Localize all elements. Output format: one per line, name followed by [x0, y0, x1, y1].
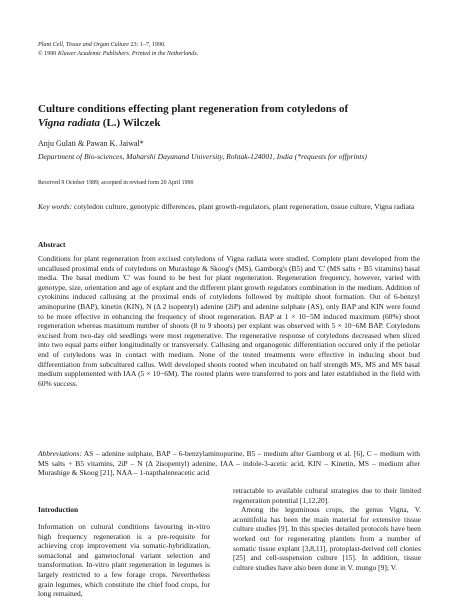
affiliation: Department of Bio-sciences, Maharshi Dayanand University, Rohtak-124001, India (*requests for offprints)	[38, 152, 367, 161]
keywords	[38, 202, 420, 212]
abstract-text: Conditions for plant regeneration from excised cotyledons of Vigna radiata were studied. Complete plant developed from the uncallused proximal ends of cotyledons on Murashige & Skoog's (MS), Gamborg's (B5) and 'C' (MS salts + B5 vitamins) basal media. The basal medium 'C' was found to be best for plant regeneration. Regeneration frequency, however, varied with genotype, size, orientation and age of explant and the different plant growth regulators combination in the medium. Addition of cytokinins induced callusing at the proximal ends of cotyledons followed by multiple shoot formation. Out of 6-benzyl aminopurine (BAP), kinetin (KIN), N (Δ 2 isopentyl) adenine (2iP) and adenine sulphate (AS), only BAP and KIN were found to be more effective in enhancing the frequency of shoot regeneration. BAP at 1 × 10−5M induced maximum (60%) shoot regeneration whereas maximum number of shoots (8 to 9 shoots) per explant was observed with 5 × 10−6M BAP. Cotyledons excised from two-day old seedlings were most regenerative. The regenerative response of cotyledons decreased when sliced into two equal parts either longitudinally or transversely. Callusing and organogenic differentiation occured only if the petiolar end of cotyledons was in contact with medium. None of the tested treatments were effective in inducing shoot bud differentiation from subcultured callus. Well developed shoots rooted when incubated on half strength MS, MS and MS basal medium supplemented with IAA (5 × 10−6M). The rooted plants were transferred to pots and later established in the field with 60% success.	[38, 254, 420, 388]
intro-paragraph-1: retractable to available cultural strategies due to their limited regeneration potential [1,12,20].	[233, 486, 421, 505]
introduction-right-column	[233, 486, 421, 572]
title-line-1: Culture conditions effecting plant regeneration from cotyledons of	[38, 103, 349, 115]
article-title	[38, 103, 418, 130]
abbreviations-label: Abbreviations:	[38, 449, 82, 458]
abstract-heading: Abstract	[38, 240, 66, 249]
abbreviations-text: AS – adenine sulphate, BAP – 6-benzylaminopurine, B5 – medium after Gamborg et al. [6], C – medium with MS salts + B5 vitamins, 2iP – N (Δ 2isopentyl) adenine, IAA – indole-3-acetic acid, KIN – Kinetin, MS – medium after Murashige & Skoog [21], NAA – 1-napthaleneacetic acid	[38, 449, 420, 478]
journal-citation	[38, 41, 418, 58]
copyright-line	[38, 50, 418, 59]
publisher: Kluwer Academic Publishers. Printed in the Netherlands.	[57, 50, 199, 57]
journal-line	[38, 41, 418, 50]
title-suffix: (L.) Wilczek	[100, 116, 161, 129]
introduction-heading: Introduction	[38, 505, 79, 514]
introduction-left-column: Information on cultural conditions favouring in-vitro high frequency regeneration is a pre-requisite for achieving crop improvement via somatic-hybridization, somaclonal and gametoclonal variant selection and transformation. In-vitro plant regeneration in legumes is largely restricted to a few forage crops. Nevertheless grain legumes, which constitute the chief food crops, for long remained,	[38, 522, 210, 599]
species-name: Vigna radiata	[38, 116, 101, 129]
copyright-year: © 1990	[38, 50, 58, 57]
journal-name: Plant Cell, Tissue and Organ Culture	[38, 42, 129, 48]
authors: Anju Gulati & Pawan K. Jaiwal*	[38, 139, 144, 148]
title-line-2	[38, 117, 418, 131]
abbreviations	[38, 449, 420, 478]
journal-volume: 23: 1–7, 1990.	[128, 42, 166, 48]
received-dates: Received 9 October 1989; accepted in revised form 20 April 1990	[38, 180, 194, 186]
keywords-label: Key words:	[38, 202, 73, 211]
intro-paragraph-2: Among the leguminous crops, the genus Vigna, V. aconitifolia has been the main material for extensive tissue culture studies [9]. In this species detailed protocols have been worked out for regenerating plantlets from a number of somatic tissue explant [3,8,11], protoplast-derived cell clonies [25] and cell-suspension culture [15]. In addition, tissue culture studies have also been done in V. mungo [9]; V.	[233, 505, 421, 572]
keywords-text: cotyledon culture, genotypic differences, plant growth-regulators, plant regeneration, tissue culture, Vigna radiata	[72, 202, 415, 211]
